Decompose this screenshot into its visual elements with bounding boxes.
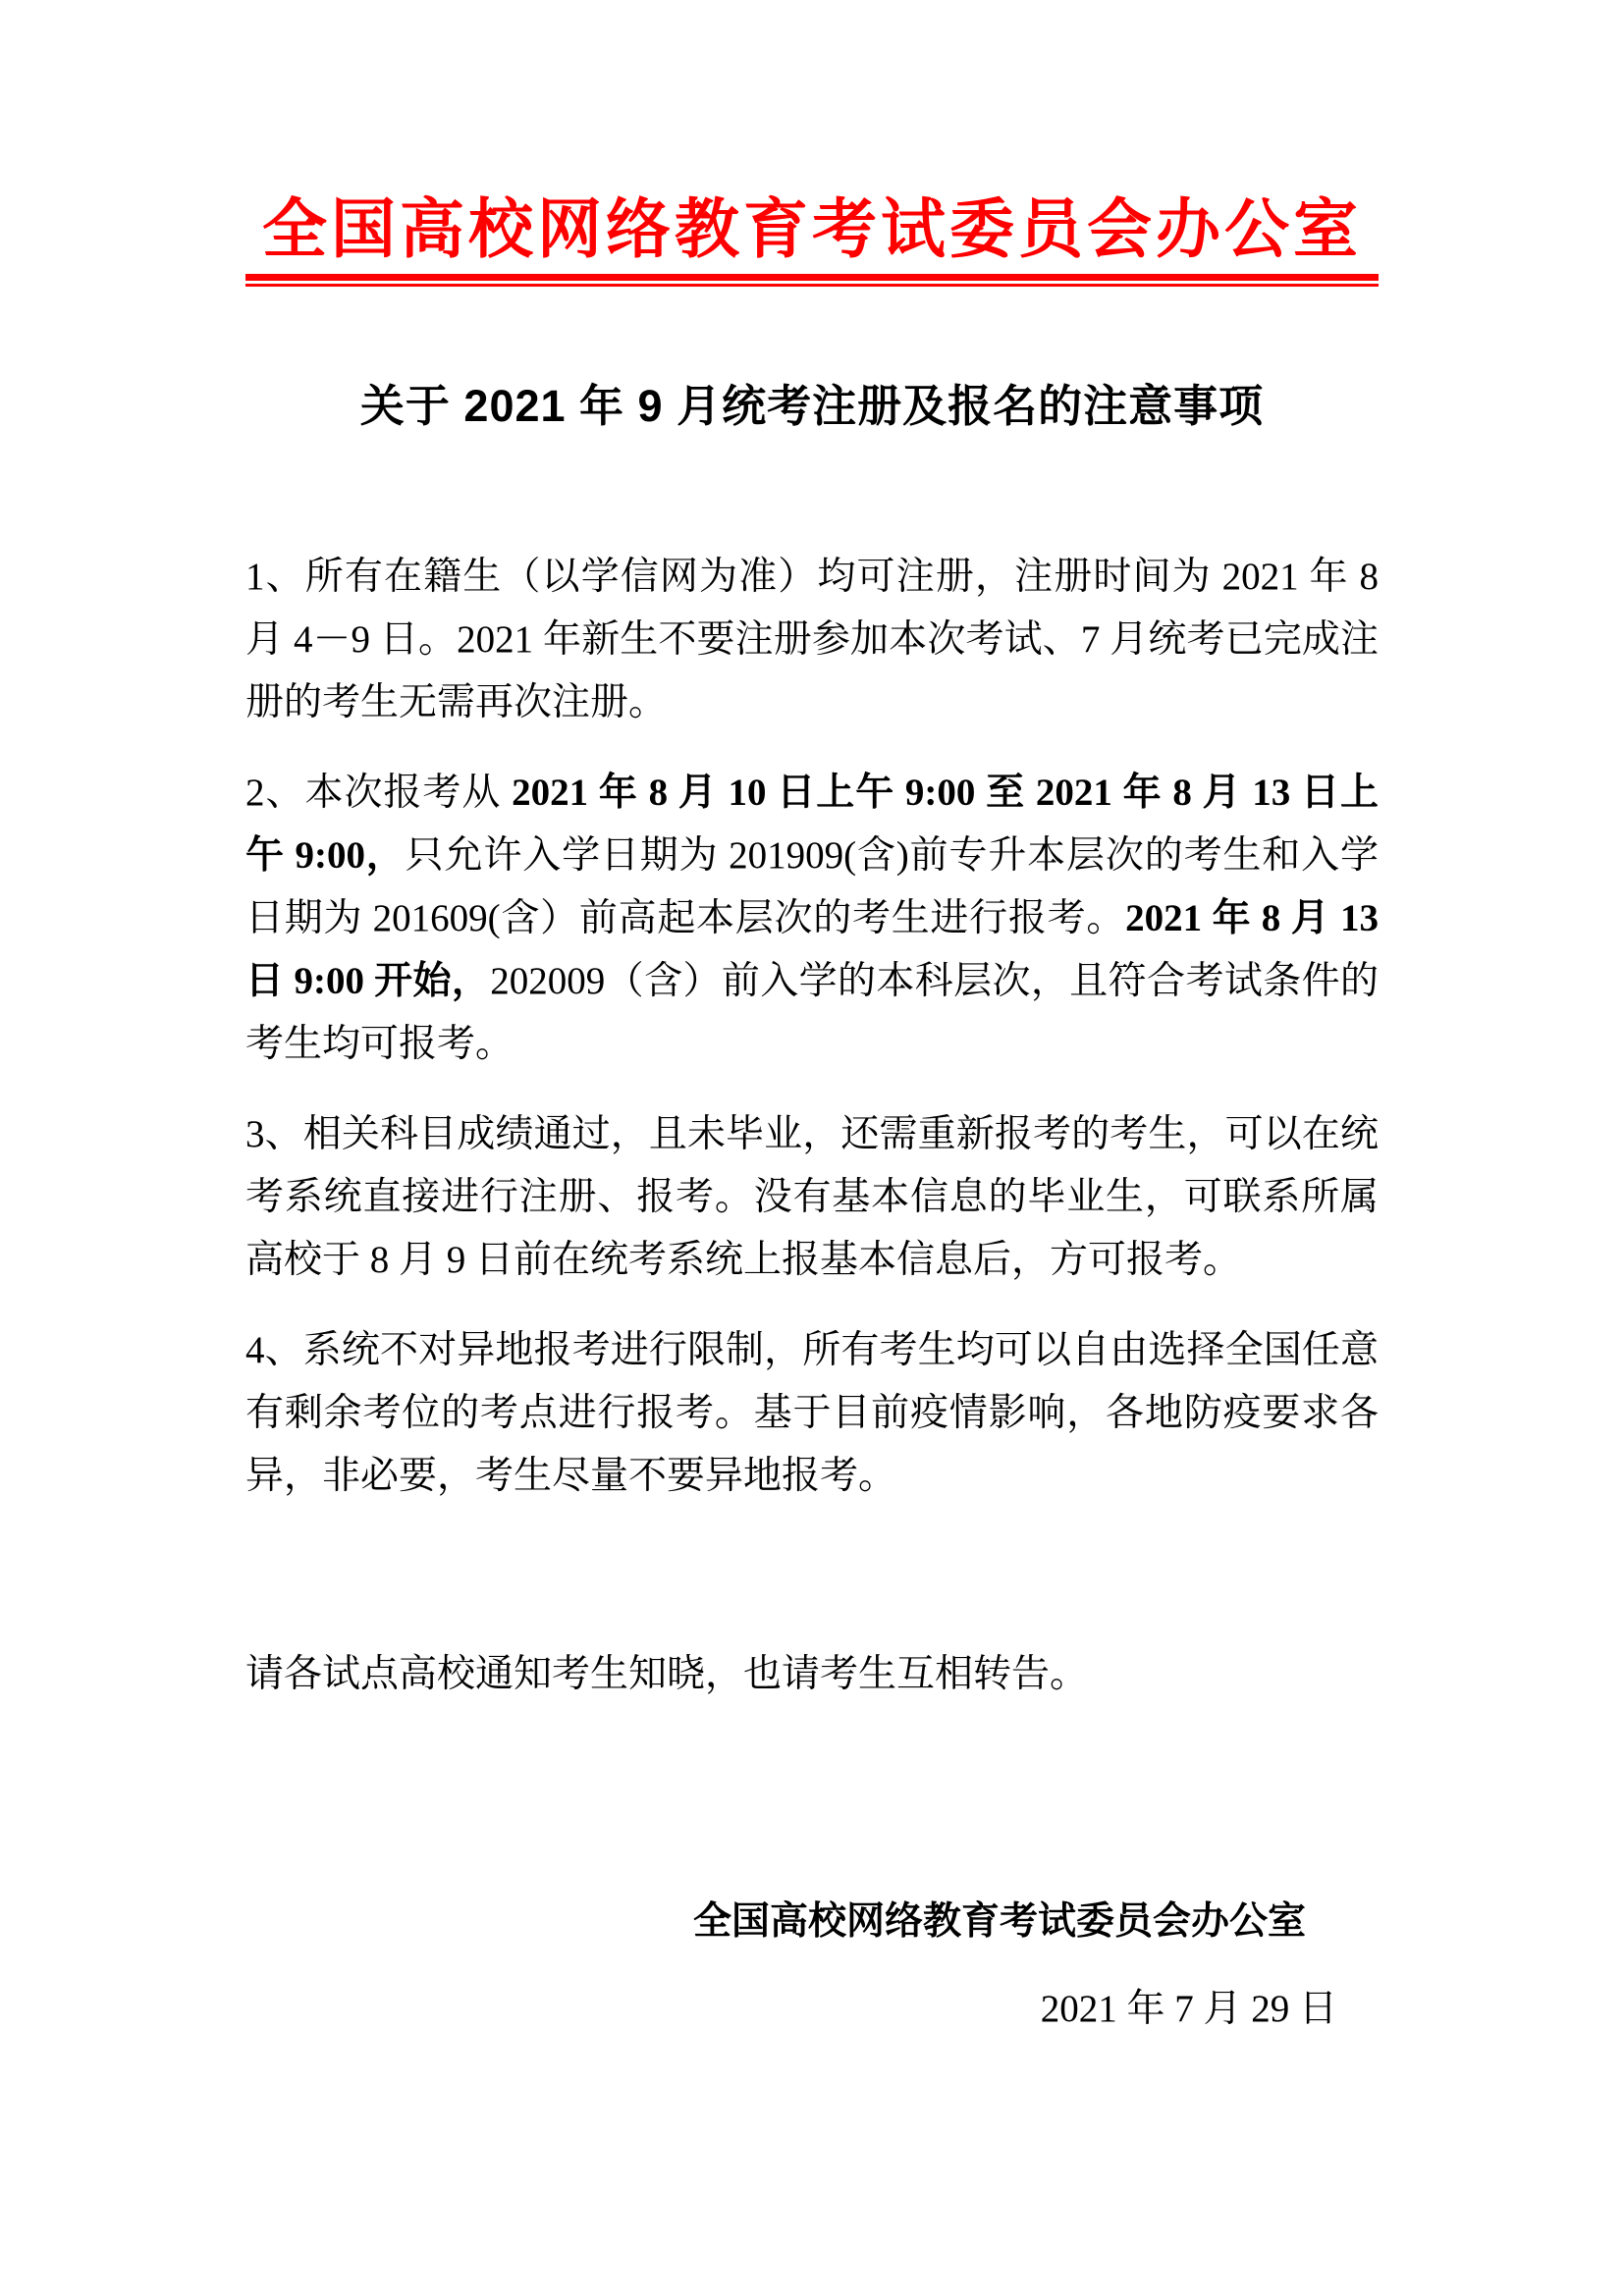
notice-paragraph bbox=[245, 546, 1379, 734]
text-run: 4、系统不对异地报考进行限制，所有考生均可以自由选择全国任意有剩余考位的考点进行报考。基于目前疫情影响，各地防疫要求各异，非必要，考生尽量不要异地报考。 bbox=[245, 1328, 1379, 1497]
issuer-signature: 全国高校网络教育考试委员会办公室 bbox=[692, 1899, 1306, 1943]
organization-title: 全国高校网络教育考试委员会办公室 bbox=[262, 192, 1362, 265]
title-rule-thick-line bbox=[245, 274, 1379, 281]
title-rule-thin-line bbox=[245, 284, 1379, 287]
notice-paragraph bbox=[245, 762, 1379, 1076]
text-run: 2、本次报考从 bbox=[245, 771, 513, 814]
body-paragraphs bbox=[245, 546, 1379, 1508]
notice-paragraph bbox=[245, 1103, 1379, 1292]
text-run: 3、相关科目成绩通过，且未毕业，还需重新报考的考生，可以在统考系统直接进行注册、报考。没有基本信息的毕业生，可联系所属高校于 8 月 9 日前在统考系统上报基本信息后，方可报考。 bbox=[245, 1112, 1379, 1281]
issue-date: 2021 年 7 月 29 日 bbox=[1040, 1987, 1337, 2030]
text-run: 202009（含）前入学的本科层次，且符合考试条件的考生均可报考。 bbox=[245, 959, 1379, 1065]
title-double-rule bbox=[245, 274, 1379, 287]
notice-paragraph bbox=[245, 1319, 1379, 1508]
bold-text-run: 2021 年 8 月 10 日上午 9:00 至 2021 年 8 月 13 日上午 9:00， bbox=[245, 771, 1379, 877]
bold-text-run: 2021 年 8 月 13 日 9:00 开始， bbox=[245, 896, 1379, 1002]
closing-remark: 请各试点高校通知考生知晓，也请考生互相转告。 bbox=[245, 1652, 1089, 1695]
text-run: 1、所有在籍生（以学信网为准）均可注册，注册时间为 2021 年 8 月 4－9 日。2021 年新生不要注册参加本次考试、7 月统考已完成注册的考生无需再次注册。 bbox=[245, 555, 1379, 723]
text-run: 只允许入学日期为 201909(含)前专升本层次的考生和入学日期为 201609(含）前高起本层次的考生进行报考。 bbox=[245, 833, 1379, 939]
notice-subject-title: 关于 2021 年 9 月统考注册及报名的注意事项 bbox=[359, 380, 1265, 431]
